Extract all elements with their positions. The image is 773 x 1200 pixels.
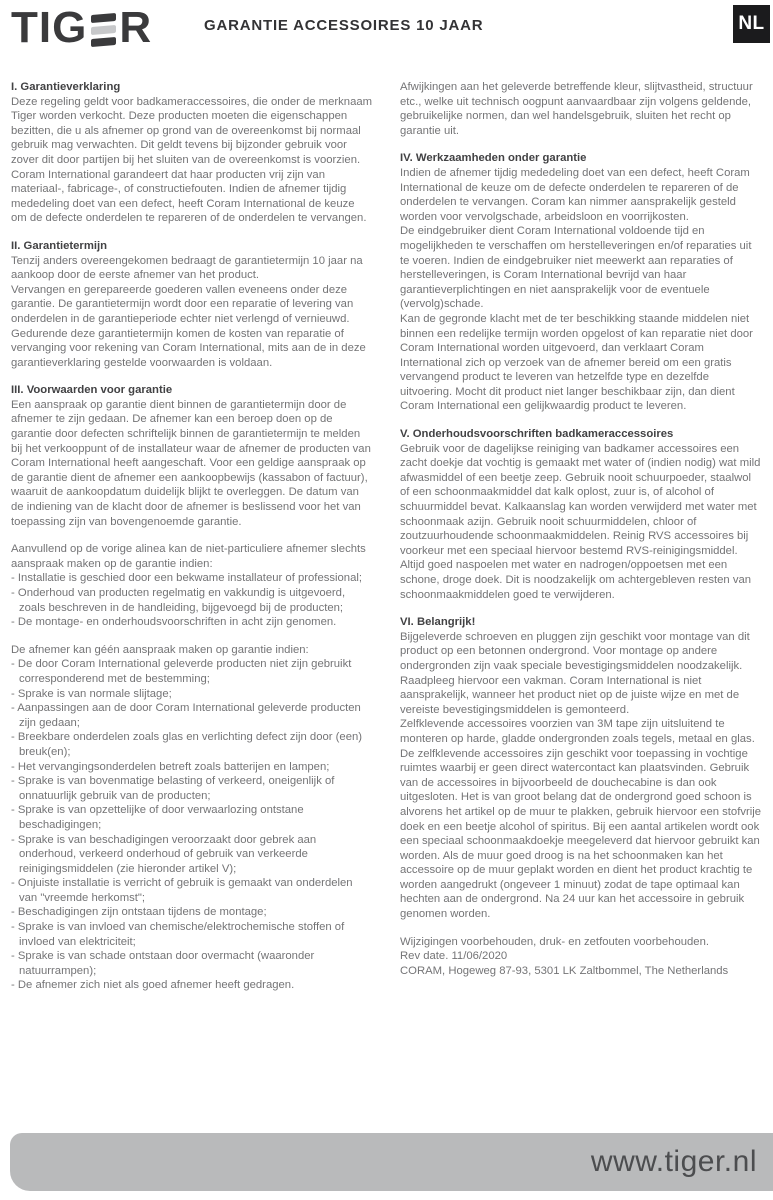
logo-text-r: R [119,3,153,52]
list-item: - Beschadigingen zijn ontstaan tijdens de montage; [11,906,267,919]
section-garantietermijn [11,239,373,370]
logo-e-glyph [91,11,116,46]
paragraph: Een aanspraak op garantie dient binnen de garantietermijn door de afnemer te zijn gedaan. De afnemer kan een beroep doen op de garantie door defecten schriftelijk binnen de garantietermijn te melden bij het verkooppunt of de installateur waar de afnemer de producten van Coram International heeft aangeschaft. Voor een geldige aanspraak op de garantie dient de afnemer een aankoopbewijs (kassabon of factuur), waaruit de aankoopdatum duidelijk blijkt te overleggen. De datum van de indiening van de klacht door de afnemer is beslissend voor het van toepassing zijn van bovengenoemde garantie. [11,398,371,528]
list-item: - Het vervangingsonderdelen betreft zoals batterijen en lampen; [11,760,330,773]
section-heading: V. Onderhoudsvoorschriften badkameraccessoires [400,428,674,441]
section-voorwaarden [11,383,373,529]
paragraph: Vervangen en gerepareerde goederen vallen eveneens onder deze garantie. De garantietermijn wordt door een reparatie of levering van onderdelen in de garantieperiode echter niet verlengd of vernieuwd. [11,283,354,325]
list-item: - Installatie is geschied door een bekwame installateur of professional; [11,572,363,585]
paragraph: Deze regeling geldt voor badkameraccessoires, die onder de merknaam Tiger worden verkocht. Deze producten moeten die eigenschappen bezitten, die u als afnemer op grond van de overeenkomst bij normaal gebruik mag verwachten. Dit geldt tevens bij bijzonder gebruik voor zover dit door partijen bij het sluiten van de overeenkomst is voorzien. Coram International garandeert dat haar producten vrij zijn van materiaal-, fabricage-, of constructiefouten. Indien de afnemer tijdig mededeling doet van een defect, heeft Coram International de keuze om de defecte onderdelen te repareren of de onderdelen te vervangen. [11,95,373,225]
list-item: - Sprake is van normale slijtage; [11,687,172,700]
list-item: - Breekbare onderdelen zoals glas en verlichting defect zijn door (een) breuk(en); [11,731,363,758]
language-badge: NL [733,5,770,43]
rev-date: Rev date. 11/06/2020 [400,950,508,963]
list-item: - Sprake is van invloed van chemische/elektrochemische stoffen of invloed van elektriciteit; [11,921,345,948]
logo-e-bar-top [91,12,116,22]
claims-conditions [11,542,373,630]
paragraph: Bijgeleverde schroeven en pluggen zijn geschikt voor montage van dit product op een betonnen ondergrond. Voor montage op andere ondergronden zijn vaak speciale bevestigingsmiddelen noodzakelijk. Raadpleeg hiervoor een vakman. Coram International is niet aansprakelijk, wanneer het product niet op de juiste wijze en met de vereiste bevestigingsmiddelen is gemonteerd. [400,630,750,716]
list-item: - Onderhoud van producten regelmatig en vakkundig is uitgevoerd, zoals beschreven in de handleiding, bijgevoegd bij de producten; [11,587,346,614]
section-garantieverklaring [11,80,373,226]
company-address: CORAM, Hogeweg 87-93, 5301 LK Zaltbommel, The Netherlands [400,964,729,977]
section-heading: II. Garantietermijn [11,239,108,252]
section-werkzaamheden [400,151,762,224]
paragraph: Zelfklevende accessoires voorzien van 3M tape zijn uitsluitend te monteren op harde, gladde ondergronden zoals tegels, metaal en glas. De zelfklevende accessoires zijn geschikt voor toepassing in vochtige ruimtes waarbij er geen direct watercontact kan plaatsvinden. Gebruik van de accessoires in bijvoorbeeld de douchecabine is dan ook uitgesloten. Het is van groot belang dat de ondergrond goed schoon is alvorens het artikel op de muur te plakken, gebruik hiervoor een stofvrije doek en een beetje alcohol of spiritus. Bij een aantal artikelen wordt ook een speciaal schoonmaakdoekje meegeleverd dat hiervoor gebruikt kan worden. Als de muur goed droog is na het schoonmaken kan het accessoire op de muur geplakt worden en dient het product krachtig te worden aangedrukt (ongeveer 1 minuut) zodat de tape optimaal kan hechten aan de ondergrond. Na 24 uur kan het accessoire in gebruik genomen worden. [400,718,762,921]
section-heading: IV. Werkzaamheden onder garantie [400,152,587,165]
disclaimer-line: Wijzigingen voorbehouden, druk- en zetfouten voorbehouden. [400,935,709,948]
list-intro: Aanvullend op de vorige alinea kan de niet-particuliere afnemer slechts aanspraak maken op de garantie indien: [11,543,366,570]
logo-text-tig: TIG [11,3,88,52]
list-intro: De afnemer kan géén aanspraak maken op garantie indien: [11,643,309,656]
logo-e-bar-bottom [91,36,116,46]
list-item: - Aanpassingen aan de door Coram International geleverde producten zijn gedaan; [11,702,361,729]
claims-list [11,571,373,629]
paragraph: Indien de afnemer tijdig mededeling doet van een defect, heeft Coram International de keuze om de defecte onderdelen te repareren of de onderdelen te vervangen. Coram kan nimmer aansprakelijk gesteld worden voor vervolgschade, arbeidsloon en voorrijkosten. [400,166,750,223]
list-item: - Sprake is van opzettelijke of door verwaarlozing ontstane beschadigingen; [11,804,304,831]
paragraph: De eindgebruiker dient Coram International voldoende tijd en mogelijkheden te verschaffen om herstelleveringen en/of reparaties uit te voeren. Indien de eindgebruiker niet meewerkt aan reparaties of herstelleveringen, is Coram International bevrijd van haar garantieverplichtingen en niet aansprakelijk voor de eventuele (vervolg)schade. [400,225,752,311]
list-item: - Onjuiste installatie is verricht of gebruik is gemaakt van onderdelen van "vreemde herkomst"; [11,877,353,904]
footer-bar [10,1133,773,1191]
section-belangrijk [400,615,762,717]
section-heading: I. Garantieverklaring [11,81,121,93]
paragraph: Kan de gegronde klacht met de ter beschikking staande middelen niet binnen een redelijke termijn worden opgelost of kan reparatie niet door Coram International worden uitgevoerd, dan verklaart Coram International zich op verzoek van de afnemer bereid om een gratis vervangend product te leveren van hetzelfde type en dezelfde uitvoering. Mocht dit product niet langer beschikbaar zijn, dan dient Coram International een gelijkwaardig product te leveren. [400,312,753,413]
paragraph: Gebruik voor de dagelijkse reiniging van badkamer accessoires een zacht doekje dat vochtig is gemaakt met water of (indien nodig) wat mild afwasmiddel of een beetje zeep. Gebruik nooit schuurpoeder, staalwol of een schoonmaakmiddel dat kalk oplost, zuur is, of alcohol of schuurmiddel bevat. Kalkaanslag kan worden verwijderd met water met schoonmaak azijn. Gebruik nooit schuurmiddelen, chloor of zoutzuurhoudende schoonmaakmiddelen. Reinig RVS accessoires bij voorkeur met een speciaal hiervoor bestemd RVS-reinigingsmiddel. Altijd goed naspoelen met water en nadrogen/oppoetsen met een schone, droge doek. Dit is noodzakelijk om achtergebleven resten van schoonmaakmiddelen goed te verwijderen. [400,442,761,601]
list-item: - Sprake is van schade ontstaan door overmacht (waaronder natuurrampen); [11,950,315,977]
list-item: - De afnemer zich niet als goed afnemer heeft gedragen. [11,979,295,992]
section-heading: III. Voorwaarden voor garantie [11,384,173,397]
logo-e-bar-middle [91,24,116,34]
tiger-logo [11,3,153,52]
section-onderhoudsvoorschriften [400,427,762,602]
exclusions-list [11,657,373,993]
section-heading: VI. Belangrijk! [400,616,476,629]
paragraph: Gedurende deze garantietermijn komen de kosten van reparatie of vervanging voor rekening van Coram International, mits aan de in deze garantieverklaring gestelde voorwaarden is voldaan. [11,327,366,369]
paragraph: Afwijkingen aan het geleverde betreffende kleur, slijtvastheid, structuur etc., welke uit technisch oogpunt aanvaardbaar zijn volgens geldende, gebruikelijke normen, dan wel handelsgebruik, sluiten het recht op garantie uit. [400,81,753,137]
list-item: - Sprake is van bovenmatige belasting of verkeerd, oneigenlijk of onnatuurlijk gebruik van de producten; [11,775,335,802]
list-item: - De door Coram International geleverde producten niet zijn gebruikt corresponderend met de bestemming; [11,658,352,685]
paragraph: Tenzij anders overeengekomen bedraagt de garantietermijn 10 jaar na aankoop door de eerste afnemer van het product. [11,254,363,282]
page-title: GARANTIE ACCESSOIRES 10 JAAR [204,17,484,34]
right-column [400,80,762,993]
left-column [11,80,373,993]
website-url: www.tiger.nl [590,1145,757,1178]
revision-notes [400,935,762,964]
list-item: - De montage- en onderhoudsvoorschriften in acht zijn genomen. [11,616,337,629]
document-body [11,80,762,993]
exclusions [11,643,373,993]
list-item: - Sprake is van beschadigingen veroorzaakt door gebrek aan onderhoud, verkeerd onderhoud of gebruik van verkeerde reinigingsmiddelen (zie hieronder artikel V); [11,833,317,875]
